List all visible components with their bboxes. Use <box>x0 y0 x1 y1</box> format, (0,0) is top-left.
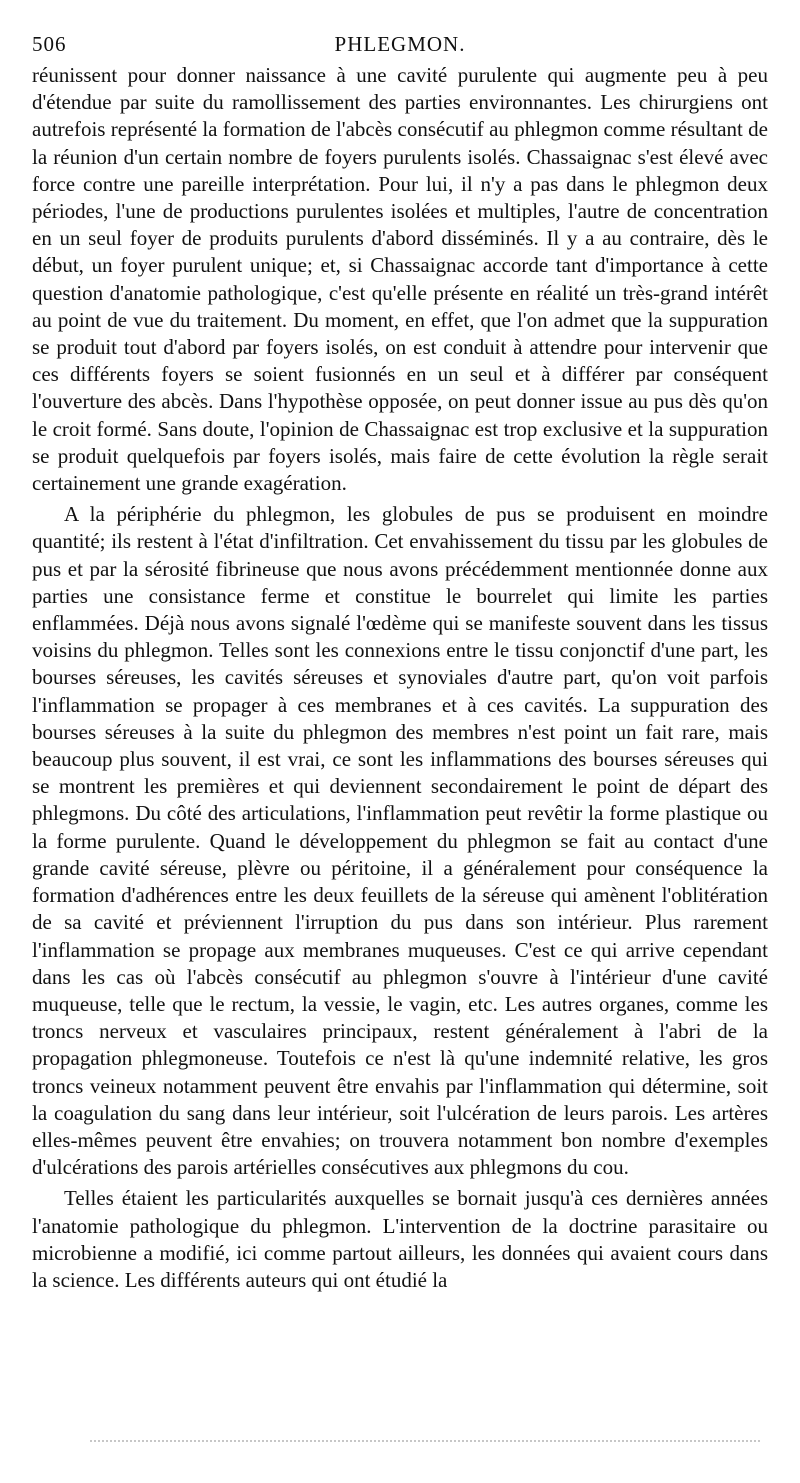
running-head: PHLEGMON. <box>334 32 466 56</box>
paragraph-periphery: A la périphérie du phlegmon, les globules de pus se produisent en moindre quantité; ils restent à l'état d'infiltration. Cet envahissement du tissu par les globules de pus et par la sérosité fibrineuse que nous avons précédemment mentionnée donne aux parties une consistance ferme et constitue le bourrelet qui limite les parties enflammées. Déjà nous avons signalé l'œdème qui se manifeste souvent dans les tissus voisins du phlegmon. Telles sont les connexions entre le tissu conjonctif d'une part, les bourses séreuses, les cavités séreuses et synoviales d'autre part, qu'on voit parfois l'inflammation se propager à ces membranes et à ces cavités. La suppuration des bourses séreuses à la suite du phlegmon des membres n'est point un fait rare, mais beaucoup plus souvent, il est vrai, ce sont les inflammations des bourses séreuses qui se montrent les premières et qui deviennent secondairement le point de départ des phlegmons. Du côté des articulations, l'inflammation peut revêtir la forme plastique ou la forme purulente. Quand le développement du phlegmon se fait au contact d'une grande cavité séreuse, plèvre ou péritoine, il a généralement pour conséquence la formation d'adhérences entre les deux feuillets de la séreuse qui amènent l'oblitération de sa cavité et préviennent l'irruption du pus dans son intérieur. Plus rarement l'inflammation se propage aux membranes muqueuses. C'est ce qui arrive cependant dans les cas où l'abcès consécutif au phlegmon s'ouvre à l'intérieur d'une cavité muqueuse, telle que le rectum, la vessie, le vagin, etc. Les autres organes, comme les troncs nerveux et vasculaires principaux, restent généralement à l'abri de la propagation phlegmoneuse. Toutefois ce n'est là qu'une indemnité relative, les gros troncs veineux notamment peuvent être envahis par l'inflammation qui détermine, soit la coagulation du sang dans leur intérieur, soit l'ulcération de leurs parois. Les artères elles-mêmes peuvent être envahies; on trouvera notamment bon nombre d'exemples d'ulcérations des parois artérielles consécutives aux phlegmons du cou. <box>32 502 768 1180</box>
book-page <box>32 26 768 1294</box>
paragraph-parasitic-doctrine: Telles étaient les particularités auxquelles se bornait jusqu'à ces dernières années l'anatomie pathologique du phlegmon. L'intervention de la doctrine parasitaire ou microbienne a modifié, ici comme partout ailleurs, les données qui avaient cours dans la science. Les différents auteurs qui ont étudié la <box>32 1186 768 1292</box>
page-header <box>32 26 768 62</box>
page-number: 506 <box>32 32 67 56</box>
body-text <box>32 62 768 1294</box>
paragraph-continuation: réunissent pour donner naissance à une cavité purulente qui augmente peu à peu d'étendue par suite du ramollissement des parties environnantes. Les chirurgiens ont autrefois représenté la formation de l'abcès consécutif au phlegmon comme résultant de la réunion d'un certain nombre de foyers purulents isolés. Chassaignac s'est élevé avec force contre une pareille interprétation. Pour lui, il n'y a pas dans le phlegmon deux périodes, l'une de productions purulentes isolées et multiples, l'autre de concentration en un seul foyer de produits purulents d'abord disséminés. Il y a au contraire, dès le début, un foyer purulent unique; et, si Chassaignac accorde tant d'importance à cette question d'anatomie pathologique, c'est qu'elle présente en réalité un très-grand intérêt au point de vue du traitement. Du moment, en effet, que l'on admet que la suppuration se produit tout d'abord par foyers isolés, on est conduit à attendre pour intervenir que ces différents foyers se soient fusionnés en un seul et à différer par conséquent l'ouverture des abcès. Dans l'hypothèse opposée, on peut donner issue au pus dès qu'on le croit formé. Sans doute, l'opinion de Chassaignac est trop exclusive et la suppuration se produit quelquefois par foyers isolés, mais faire de cette évolution la règle serait certainement une grande exagération. <box>32 63 768 496</box>
scan-artifact <box>90 1440 760 1448</box>
